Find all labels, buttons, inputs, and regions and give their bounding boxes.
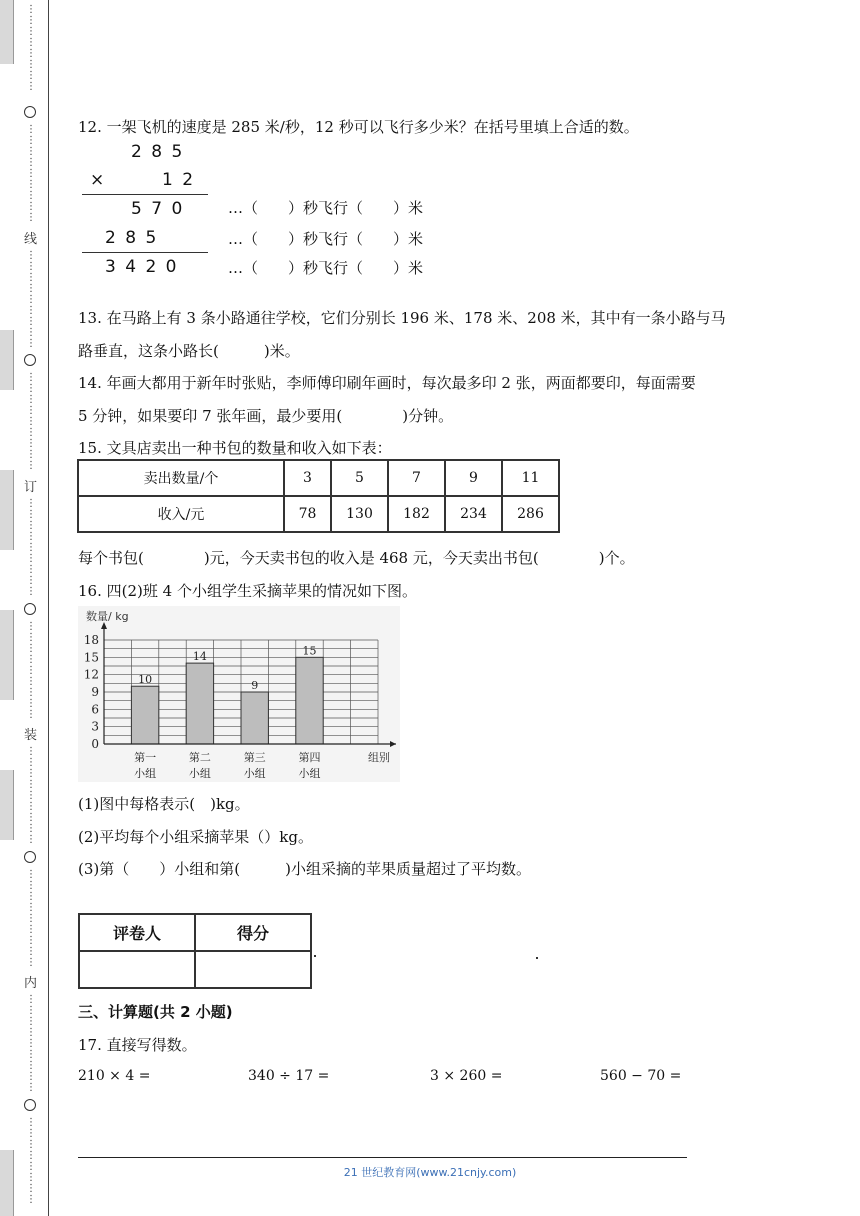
margin-label-nei: 内 [24,976,38,991]
y-tick-label: 0 [91,737,99,751]
x-tick-label: 小组 [298,767,321,780]
q13-line2: 路垂直，这条小路长( )米。 [78,342,300,360]
expr-3: 3 × 260 = [430,1068,503,1084]
q12-rule [82,252,208,253]
margin-circle [24,106,36,118]
margin-dots: ⋮ ⋮ ⋮ ⋮ ⋮ ⋮ ⋮ ⋮ ⋮ [26,869,36,968]
table-row [79,951,311,988]
bar [296,657,323,744]
y-tick-label: 18 [83,633,99,647]
q12-row5: 3 4 2 0 [105,257,179,277]
margin-dots: ⋮ ⋮ ⋮ ⋮ ⋮ ⋮ ⋮ ⋮ ⋮ [26,124,36,223]
y-tick-label: 12 [83,667,99,682]
table-cell: 3 [284,460,331,496]
margin-gray-bar [0,770,14,840]
bar [241,692,268,744]
data-label: 10 [138,673,153,687]
margin-circle [24,354,36,366]
q16-sub2: (2)平均每个小组采摘苹果（）kg。 [78,828,313,846]
margin-divider [48,0,49,1216]
sales-table [77,459,560,533]
bar [186,663,213,744]
table-cell: 130 [331,496,388,532]
margin-dots: ⋮ ⋮ ⋮ ⋮ ⋮ ⋮ ⋮ ⋮ [26,1117,36,1205]
binding-margin [0,0,48,1216]
q12-row3: 5 7 0 [131,199,185,219]
margin-gray-bar [0,0,14,64]
margin-dots: ⋮ ⋮ ⋮ ⋮ ⋮ ⋮ ⋮ ⋮ ⋮ [26,498,36,597]
x-tick-label: 小组 [188,767,211,780]
expr-1: 210 × 4 = [78,1068,151,1084]
grader-cell[interactable] [79,951,195,988]
q14-line2: 5 分钟，如果要印 7 张年画，最少要用( )分钟。 [78,407,454,425]
margin-gray-bar [0,470,14,550]
y-axis-label: 数量/ kg [86,610,129,623]
y-tick-label: 3 [91,719,99,734]
x-tick-label: 第二 [188,751,211,764]
expr-4: 560 − 70 = [600,1068,682,1084]
grader-header: 评卷人 [79,914,195,951]
margin-circle [24,1099,36,1111]
data-label: 15 [302,644,317,658]
bar-chart [78,606,400,782]
margin-label-zhuang: 装 [24,728,38,743]
y-tick-label: 15 [83,650,99,665]
x-axis-arrow [390,741,396,747]
margin-gray-bar [0,330,14,390]
table-cell: 234 [445,496,502,532]
table-row [78,496,559,532]
dot-mark [314,955,316,957]
score-cell[interactable] [195,951,311,988]
margin-dots: ⋮ ⋮ ⋮ ⋮ ⋮ ⋮ ⋮ ⋮ ⋮ [26,250,36,349]
margin-dots: ⋮ ⋮ ⋮ ⋮ ⋮ ⋮ ⋮ ⋮ ⋮ [26,621,36,720]
q16-text: 16. 四(2)班 4 个小组学生采摘苹果的情况如下图。 [78,582,417,600]
q15-answer-line: 每个书包( )元，今天卖书包的收入是 468 元，今天卖出书包( )个。 [78,549,635,567]
x-tick-label: 第四 [298,751,321,764]
table-cell: 7 [388,460,445,496]
q15-text: 15. 文具店卖出一种书包的数量和收入如下表： [78,439,392,457]
table-cell: 11 [502,460,559,496]
footer-rule [78,1157,687,1158]
data-label: 14 [192,650,207,664]
q16-sub3: (3)第（ ）小组和第( )小组采摘的苹果质量超过了平均数。 [78,860,531,878]
section-title: 三、计算题(共 2 小题) [78,1003,233,1021]
table-cell: 5 [331,460,388,496]
q12-row2: 1 2 [162,170,196,190]
table-row [79,914,311,951]
x-tick-label: 第一 [134,751,157,764]
dot-mark [536,957,538,959]
data-label: 9 [251,679,259,692]
q12-rule [82,194,208,195]
q12-blank-line: …（ ）秒飞行（ ）米 [228,259,424,277]
y-tick-label: 9 [91,685,99,699]
x-axis-label: 组别 [368,751,390,764]
score-table [78,913,312,989]
x-tick-label: 第三 [243,751,266,764]
margin-dots: ⋮ ⋮ ⋮ ⋮ ⋮ ⋮ ⋮ ⋮ ⋮ [26,372,36,471]
margin-dots: ⋮ ⋮ ⋮ ⋮ ⋮ ⋮ ⋮ ⋮ ⋮ [26,746,36,845]
table-cell: 182 [388,496,445,532]
margin-circle [24,851,36,863]
table-row [78,460,559,496]
q16-sub1: (1)图中每格表示( )kg。 [78,795,250,813]
q12-row1: 2 8 5 [131,142,185,162]
q13-line1: 13. 在马路上有 3 条小路通往学校，它们分别长 196 米、178 米、208 米，其中有一条小路与马 [78,309,726,327]
x-tick-label: 小组 [243,767,266,780]
y-axis-arrow [101,622,107,629]
table-cell: 9 [445,460,502,496]
margin-label-ding: 订 [24,480,38,495]
x-tick-label: 小组 [134,767,157,780]
q12-text: 12. 一架飞机的速度是 285 米/秒，12 秒可以飞行多少米？在括号里填上合适的数。 [78,118,639,136]
q12-blank-line: …（ ）秒飞行（ ）米 [228,230,424,248]
bar-chart-svg [78,606,400,782]
y-tick-label: 6 [91,702,99,717]
q12-times: × [90,170,105,190]
q12-row4: 2 8 5 [105,228,159,248]
margin-circle [24,603,36,615]
margin-gray-bar [0,610,14,700]
score-header: 得分 [195,914,311,951]
expr-2: 340 ÷ 17 = [248,1068,330,1084]
margin-label-xian: 线 [24,232,38,247]
table-header-cell: 卖出数量/个 [78,460,284,496]
q17-text: 17. 直接写得数。 [78,1036,197,1054]
footer-text: 21 世纪教育网(www.21cnjy.com) [343,1166,517,1179]
table-header-cell: 收入/元 [78,496,284,532]
bar [131,686,158,744]
q14-line1: 14. 年画大都用于新年时张贴，李师傅印刷年画时，每次最多印 2 张，两面都要印，每面需要 [78,374,696,392]
margin-gray-bar [0,1150,14,1216]
margin-dots: ⋮ ⋮ ⋮ ⋮ ⋮ ⋮ ⋮ ⋮ [26,4,36,92]
table-cell: 286 [502,496,559,532]
margin-dots: ⋮ ⋮ ⋮ ⋮ ⋮ ⋮ ⋮ ⋮ ⋮ [26,994,36,1093]
table-cell: 78 [284,496,331,532]
q12-blank-line: …（ ）秒飞行（ ）米 [228,199,424,217]
